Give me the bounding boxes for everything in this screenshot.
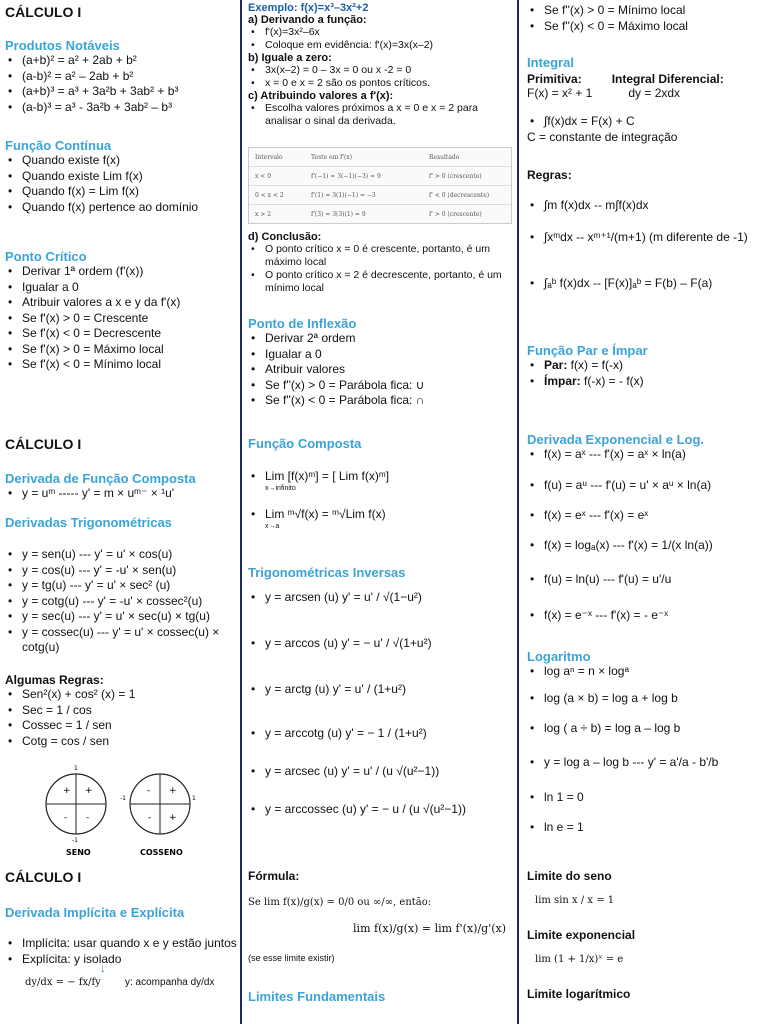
section-derivada-implicita: Derivada Implícita e Explícita — [5, 905, 185, 920]
step-d-list — [248, 243, 516, 295]
log-list — [527, 664, 768, 836]
list-item: • f(x) = e⁻ˣ --- f'(x) = - e⁻ˣ — [527, 608, 768, 624]
list-item: • Sen²(x) + cos² (x) = 1 — [5, 687, 240, 703]
limite-exp-heading: Limite exponencial — [527, 928, 636, 942]
list-item: • Se f'(x) > 0 = Máximo local — [5, 342, 240, 358]
section-derivadas-trig: Derivadas Trigonométricas — [5, 515, 172, 530]
continua-list — [5, 153, 240, 215]
table-cell: f'(3) = 3(3)(1) = 9 — [311, 210, 366, 218]
trig-list — [5, 547, 240, 656]
explog-list — [527, 447, 768, 624]
section-ponto-critico: Ponto Crítico — [5, 249, 87, 264]
list-item: • y = arccos (u) y' = − u' / √(1+u²) — [248, 636, 516, 682]
cos-plus-q4: + — [169, 813, 177, 823]
list-item: • y = sec(u) --- y' = u' × sec(u) × tg(u) — [5, 609, 240, 625]
limite-log-heading: Limite logarítmico — [527, 987, 631, 1001]
list-item: • ∫xᵐdx -- xᵐ⁺¹/(m+1) (m diferente de -1) — [527, 230, 768, 276]
list-item: • y = cotg(u) --- y' = -u' × cossec²(u) — [5, 594, 240, 610]
composta-list — [5, 486, 240, 502]
list-item: • Implícita: usar quando x e y estão juntos — [5, 936, 240, 952]
table-header-row — [249, 148, 511, 167]
impar-label: Ímpar: — [544, 373, 581, 388]
list-item: • y = uᵐ ----- y' = m × uᵐ⁻ × ¹u' — [5, 486, 240, 502]
page-title: CÁLCULO I — [5, 869, 82, 885]
list-item: • f'(x)=3x²–6x — [248, 26, 516, 39]
list-item: • y = arccotg (u) y' = − 1 / (1+u²) — [248, 726, 516, 764]
primitiva-label: Primitiva: — [527, 72, 582, 86]
regras-integral-list — [527, 198, 768, 292]
trig-circles-diagram — [34, 760, 214, 860]
list-item: • Se f''(x) > 0 = Parábola fica: ∪ — [248, 378, 516, 394]
section-funcao-composta: Função Composta — [248, 436, 362, 451]
list-item: • y = arcsec (u) y' = u' / (u √(u²−1)) — [248, 764, 516, 802]
cos-right-one: 1 — [192, 795, 196, 802]
table-cell: f' > 0 (crescente) — [429, 172, 482, 180]
page-title: CÁLCULO I — [5, 4, 82, 20]
list-item: • Derivar 2ª ordem — [248, 331, 516, 347]
table-cell: x > 2 — [255, 210, 272, 218]
derivative-sign-table — [248, 147, 512, 224]
page-title: CÁLCULO I — [5, 436, 82, 452]
fcomp-subscript: x→infinito — [265, 484, 296, 492]
seno-bottom-minus-one: -1 — [72, 837, 78, 844]
list-item — [527, 358, 768, 374]
step-d-heading: d) Conclusão: — [248, 231, 322, 243]
section-trig-inversas: Trigonométricas Inversas — [248, 565, 406, 580]
limite-seno-formula: lim sin x / x = 1 — [535, 895, 615, 906]
list-item: • (a+b)² = a² + 2ab + b² — [5, 53, 240, 69]
implicita-note: y: acompanha dy/dx — [125, 977, 215, 988]
cos-left-minus-one: -1 — [120, 795, 126, 802]
table-cell: 0 < x < 2 — [255, 191, 284, 199]
list-item: • Sec = 1 / cos — [5, 703, 240, 719]
integral-constant: C = constante de integração — [527, 129, 678, 144]
list-item: • y = tg(u) --- y' = u' × sec² (u) — [5, 578, 240, 594]
arrow-down-icon: ↓ — [100, 963, 106, 975]
section-logaritmo: Logaritmo — [527, 649, 591, 664]
table-cell: f'(1) = 3(1)(−1) = −3 — [311, 191, 376, 199]
regras-heading: Algumas Regras: — [5, 673, 104, 687]
column-1 — [0, 0, 240, 1024]
integral-list — [527, 114, 768, 130]
list-item: • y = arctg (u) y' = u' / (1+u²) — [248, 682, 516, 726]
par-label: Par: — [544, 358, 568, 372]
cos-minus-q2: - — [147, 786, 151, 796]
list-item: • Quando f(x) = Lim f(x) — [5, 184, 240, 200]
section-derivada-composta: Derivada de Função Composta — [5, 471, 196, 486]
par-impar-list — [527, 358, 768, 389]
section-funcao-par-impar: Função Par e Ímpar — [527, 343, 648, 358]
implicita-list — [5, 936, 240, 967]
list-item: • O ponto crítico x = 0 é crescente, portanto, é um máximo local — [248, 243, 505, 269]
list-item: • Se f''(x) > 0 = Mínimo local — [527, 3, 768, 19]
table-row — [249, 186, 511, 205]
cos-plus-q1: + — [169, 786, 177, 796]
cos-minus-q3: - — [148, 813, 152, 823]
list-item: • Explícita: y isolado — [5, 952, 240, 968]
list-item: • Cotg = cos / sen — [5, 734, 240, 750]
formula-lhopital: lim f(x)/g(x) = lim f'(x)/g'(x) — [353, 922, 506, 935]
fcomp-subscript: x→a — [265, 522, 280, 530]
list-item: • y = sen(u) --- y' = u' × cos(u) — [5, 547, 240, 563]
list-item: • Cossec = 1 / sen — [5, 718, 240, 734]
exemplo-heading: Exemplo: f(x)=x³–3x²+2 — [248, 2, 369, 14]
limite-exp-formula: lim (1 + 1/x)ˣ = e — [535, 954, 624, 965]
seno-plus-q1: + — [85, 786, 93, 796]
fcomp-formula: Lim ᵐ√f(x) = ᵐ√Lim f(x) — [265, 507, 386, 521]
regras-integral-heading: Regras: — [527, 168, 572, 182]
formula-note: (se esse limite existir) — [248, 953, 335, 963]
cosseno-circle — [120, 774, 196, 857]
seno-label: SENO — [66, 848, 91, 857]
list-item: • y = arcsen (u) y' = u' / √(1−u²) — [248, 590, 516, 636]
list-item: • (a+b)³ = a³ + 3a²b + 3ab² + b³ — [5, 84, 240, 100]
diferencial-label: Integral Diferencial: — [611, 72, 724, 86]
list-item: • Igualar a 0 — [5, 280, 240, 296]
table-cell: f' < 0 (decrescente) — [429, 191, 490, 199]
divider-2 — [517, 0, 519, 1024]
list-item: • f(x) = aˣ --- f'(x) = aˣ × ln(a) — [527, 447, 768, 478]
list-item: • Atribuir valores — [248, 362, 516, 378]
table-header: Intervalo — [255, 153, 283, 161]
list-item: • log ( a ÷ b) = log a – log b — [527, 721, 768, 755]
step-b-heading: b) Iguale a zero: — [248, 52, 332, 64]
list-item: • Quando f(x) pertence ao domínio — [5, 200, 240, 216]
list-item: • Se f'(x) < 0 = Mínimo local — [5, 357, 240, 373]
section-produtos-notaveis: Produtos Notáveis — [5, 38, 120, 53]
list-item: • O ponto crítico x = 2 é decrescente, portanto, é um mínimo local — [248, 269, 505, 295]
section-derivada-exp-log: Derivada Exponencial e Log. — [527, 432, 704, 447]
primitiva-value: F(x) = x² + 1 — [527, 86, 593, 100]
list-item: • Escolha valores próximos a x = 0 e x = 2 para analisar o sinal da derivada. — [248, 102, 501, 128]
cosseno-label: COSSENO — [140, 848, 183, 857]
list-item — [248, 507, 516, 539]
list-item: • f(u) = aᵘ --- f'(u) = u' × aᵘ × ln(a) — [527, 478, 768, 508]
seno-minus-q4: - — [86, 813, 90, 823]
column-3 — [522, 0, 768, 1024]
produtos-list — [5, 53, 240, 115]
seno-circle — [46, 765, 106, 857]
seno-minus-q3: - — [64, 813, 68, 823]
list-item: • y = cos(u) --- y' = -u' × sen(u) — [5, 563, 240, 579]
list-item: • f(x) = logₐ(x) --- f'(x) = 1/(x ln(a)) — [527, 538, 768, 572]
list-item: • Se f''(x) < 0 = Parábola fica: ∩ — [248, 393, 516, 409]
list-item — [527, 374, 768, 390]
list-item: • Quando existe f(x) — [5, 153, 240, 169]
step-a-list — [248, 26, 516, 52]
diferencial-value: dy = 2xdx — [628, 86, 681, 100]
list-item: • ln 1 = 0 — [527, 790, 768, 820]
impar-value: f(-x) = - f(x) — [580, 373, 644, 388]
list-item: • Derivar 1ª ordem (f'(x)) — [5, 264, 240, 280]
list-item: • ln e = 1 — [527, 820, 768, 836]
list-item: • ∫ₐᵇ f(x)dx -- [F(x)]ₐᵇ = F(b) – F(a) — [527, 276, 768, 292]
section-integral: Integral — [527, 55, 574, 70]
fcomp-list — [248, 469, 516, 539]
table-header: Teste em f'(x) — [311, 153, 353, 161]
list-item: • Se f'(x) < 0 = Decrescente — [5, 326, 240, 342]
column-2 — [244, 0, 516, 1024]
list-item: • Igualar a 0 — [248, 347, 516, 363]
list-item: • (a-b)³ = a³ - 3a²b + 3ab² – b³ — [5, 100, 240, 116]
table-cell: f' > 0 (crescente) — [429, 210, 482, 218]
list-item: • ∫f(x)dx = F(x) + C — [527, 114, 768, 130]
section-limites-fundamentais: Limites Fundamentais — [248, 989, 386, 1004]
step-b-list — [248, 64, 516, 90]
list-item: • f(u) = ln(u) --- f'(u) = u'/u — [527, 572, 768, 608]
section-funcao-continua: Função Contínua — [5, 138, 112, 153]
list-item: • x = 0 e x = 2 são os pontos críticos. — [248, 77, 516, 90]
list-item: • f(x) = eˣ --- f'(x) = eˣ — [527, 508, 768, 538]
inflexao-list — [248, 331, 516, 409]
list-item: • (a-b)² = a² – 2ab + b² — [5, 69, 240, 85]
table-cell: f'(−1) = 3(−1)(−3) = 9 — [311, 172, 381, 180]
list-item — [248, 469, 516, 507]
list-item: • y = arccossec (u) y' = − u / (u √(u²−1)) — [248, 802, 516, 818]
list-item: • log (a × b) = log a + log b — [527, 691, 768, 721]
step-c-heading: c) Atribuindo valores a f'(x): — [248, 90, 394, 102]
critico-list — [5, 264, 240, 373]
list-item: • ∫m f(x)dx -- m∫f(x)dx — [527, 198, 768, 230]
inversas-list — [248, 590, 516, 818]
table-row — [249, 205, 511, 223]
list-item: • Quando existe Lim f(x) — [5, 169, 240, 185]
list-item: • log aⁿ = n × logᵃ — [527, 664, 768, 691]
list-item: • Se f'(x) > 0 = Crescente — [5, 311, 240, 327]
regras-list — [5, 687, 240, 749]
list-item: • Coloque em evidência: f'(x)=3x(x–2) — [248, 39, 516, 52]
formula-heading: Fórmula: — [248, 869, 300, 883]
extremos-list — [527, 3, 768, 34]
table-cell: x < 0 — [255, 172, 272, 180]
formula-condition: Se lim f(x)/g(x) = 0/0 ou ∞/∞, então: — [248, 897, 432, 908]
seno-top-one: 1 — [74, 765, 78, 772]
list-item: • 3x(x–2) = 0 – 3x = 0 ou x -2 = 0 — [248, 64, 516, 77]
implicita-formula: dy/dx = − fx/fy — [25, 977, 101, 988]
section-ponto-inflexao: Ponto de Inflexão — [248, 316, 357, 331]
seno-plus-q2: + — [63, 786, 71, 796]
list-item: • Atribuir valores a x e y da f'(x) — [5, 295, 240, 311]
list-item: • y = cossec(u) --- y' = u' × cossec(u) × cotg(u) — [5, 625, 240, 656]
list-item: • y = log a – log b --- y' = a'/a - b'/b — [527, 755, 768, 790]
par-value: f(x) = f(-x) — [567, 358, 624, 372]
list-item: • Se f''(x) < 0 = Máximo local — [527, 19, 768, 35]
fcomp-formula: Lim [f(x)ᵐ] = [ Lim f(x)ᵐ] — [265, 469, 390, 483]
limite-seno-heading: Limite do seno — [527, 869, 612, 883]
table-header: Resultado — [429, 153, 460, 161]
step-c-list — [248, 102, 516, 128]
divider-1 — [240, 0, 242, 1024]
step-a-heading: a) Derivando a função: — [248, 14, 367, 26]
table-row — [249, 167, 511, 186]
